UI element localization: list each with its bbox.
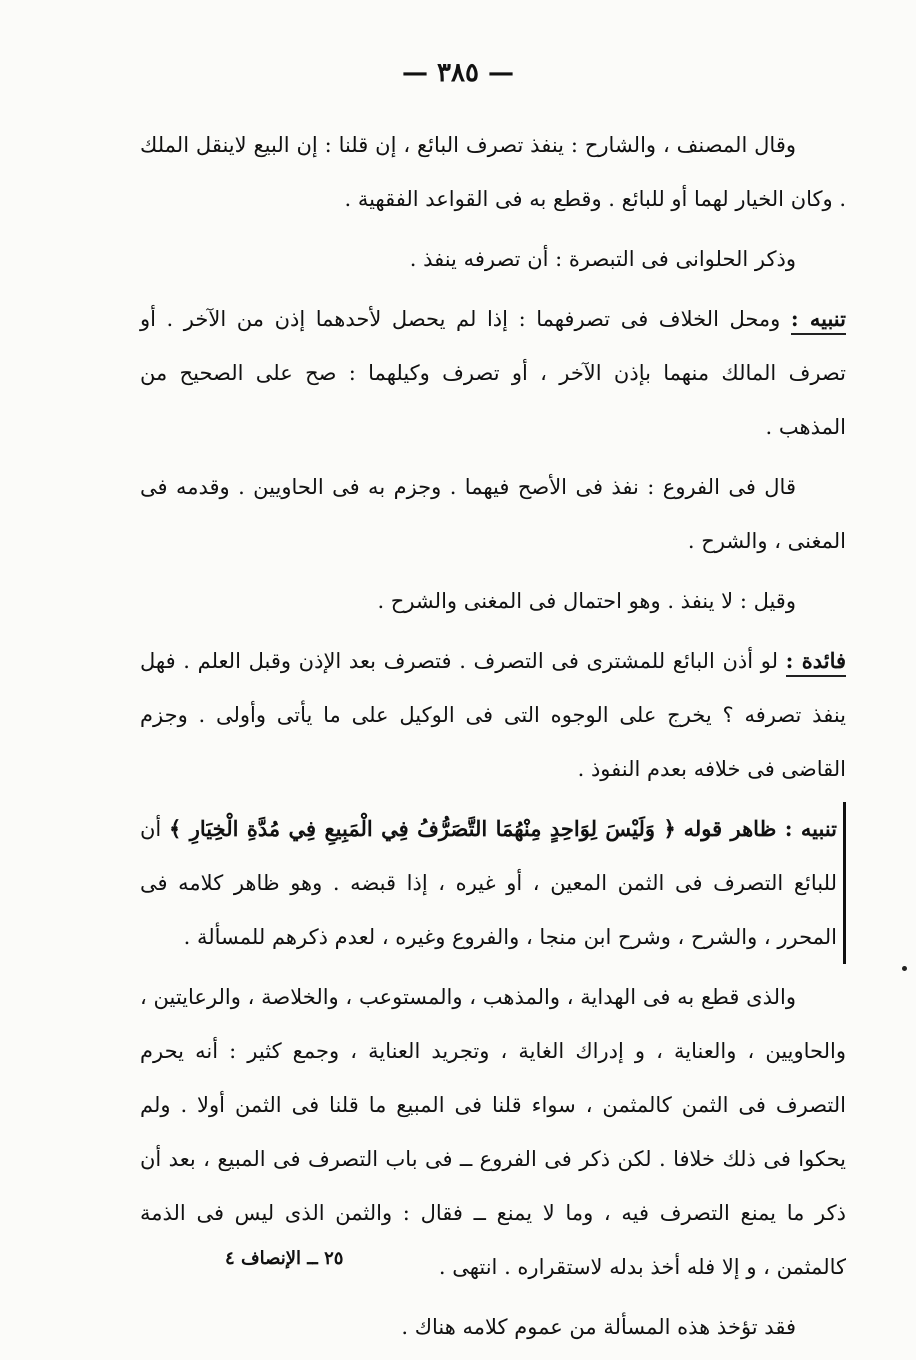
paragraph-text: قال فى الفروع : نفذ فى الأصح فيهما . وجزم به فى الحاويين . وقدمه فى المغنى ، والشرح . xyxy=(140,475,846,553)
note-term: تنبيه : xyxy=(791,306,846,335)
paragraph-8 xyxy=(140,970,846,1294)
paragraph-5 xyxy=(140,574,846,628)
paragraph-6 xyxy=(140,634,846,796)
page-footer: ٢٥ ــ الإنصاف ٤ xyxy=(225,1248,344,1269)
page-body xyxy=(140,118,846,1360)
page-number: — ٣٨٥ — xyxy=(401,58,515,88)
paragraph-3 xyxy=(140,292,846,454)
paragraph-text: وقال المصنف ، والشارح : ينفذ تصرف البائع ، إن قلنا : إن البيع لاينقل الملك . وكان الخيار لهما أو للبائع . وقطع به فى القواعد الفقهية . xyxy=(140,133,846,211)
paragraph-text: لو أذن البائع للمشترى فى التصرف . فتصرف بعد الإذن وقبل العلم . فهل ينفذ تصرفه ؟ يخرج على الوجوه التى فى الوكيل على ما يأتى وأولى . وجزم القاضى فى خلافه بعدم النفوذ . xyxy=(140,649,846,781)
margin-dot xyxy=(902,966,907,971)
paragraph-text: وقيل : لا ينفذ . وهو احتمال فى المغنى والشرح . xyxy=(377,589,796,613)
paragraph-text: أن للبائع التصرف فى الثمن المعين ، أو غيره ، إذا قبضه . وهو ظاهر كلامه فى المحرر ، والشرح ، وشرح ابن منجا ، والفروع وغيره ، لعدم ذكرهم للمسألة . xyxy=(140,817,837,949)
paragraph-4 xyxy=(140,460,846,568)
paragraph-text: والذى قطع به فى الهداية ، والمذهب ، والمستوعب ، والخلاصة ، والرعايتين ، والحاويين ، والعناية ، و إدراك الغاية ، وتجريد العناية ، وجمع كثير : أنه يحرم التصرف فى الثمن كالمثمن ، سواء قلنا فى المبيع ما قلنا فى الثمن أولا . ولم يحكوا فى ذلك خلافا . لكن ذكر فى الفروع ــ فى باب التصرف فى المبيع ، بعد أن ذكر ما يمنع التصرف فيه ، وما لا يمنع ــ فقال : والثمن الذى ليس فى الذمة كالمثمن ، و إلا فله أخذ بدله لاستقراره . انتهى . xyxy=(140,985,846,1279)
paragraph-1 xyxy=(140,118,846,226)
paragraph-2 xyxy=(140,232,846,286)
paragraph-text: ومحل الخلاف فى تصرفهما : إذا لم يحصل لأحدهما إذن من الآخر . أو تصرف المالك منهما بإذن الآخر ، أو تصرف وكيلهما : صح على الصحيح من المذهب . xyxy=(140,307,846,439)
paragraph-9 xyxy=(140,1300,846,1354)
paragraph-7 xyxy=(140,802,846,964)
note-term: تنبيه : ظاهر قوله xyxy=(683,816,837,841)
paragraph-text: وذكر الحلوانى فى التبصرة : أن تصرفه ينفذ . xyxy=(409,247,796,271)
quoted-verse: ﴿ وَلَيْسَ لِوَاحِدٍ مِنْهُمَا التَّصَرُّفُ فِي الْمَبِيعِ فِي مُدَّةِ الْخِيَارِ ﴾ xyxy=(169,816,676,841)
benefit-term: فائدة : xyxy=(786,648,846,677)
paragraph-text: فقد تؤخذ هذه المسألة من عموم كلامه هناك . xyxy=(401,1315,796,1339)
